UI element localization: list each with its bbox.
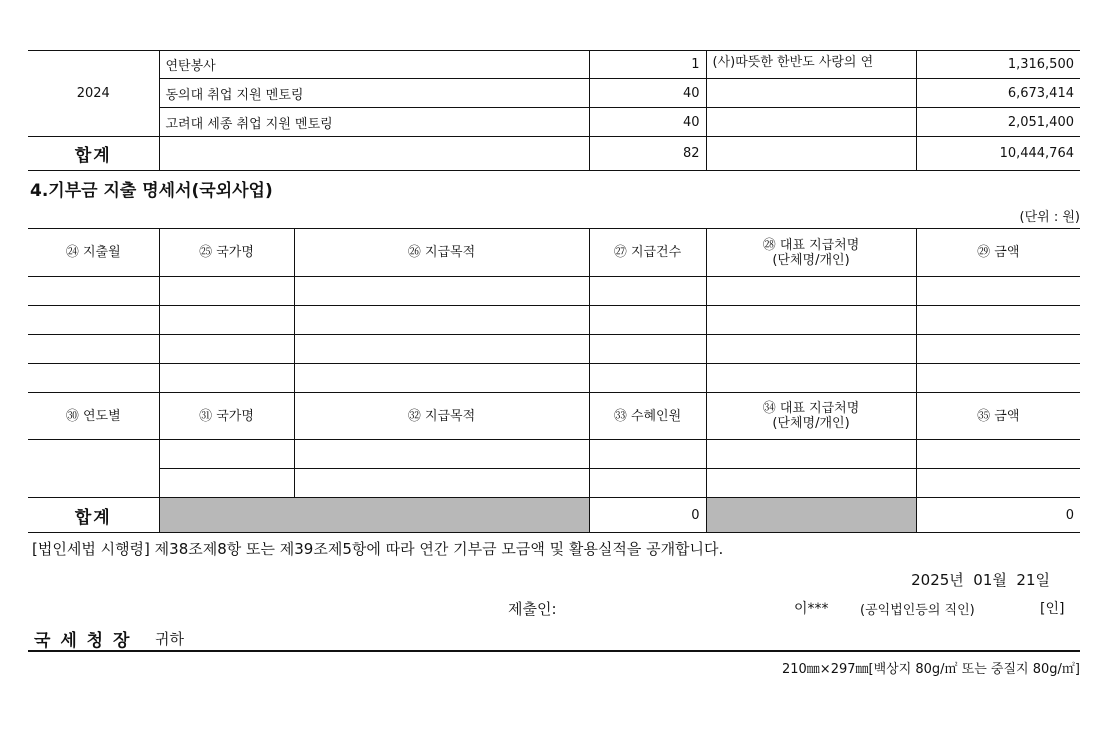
header-month: ㉔ 지출월 bbox=[28, 229, 159, 277]
recipient-cell bbox=[706, 79, 916, 108]
year-cell: 2024 bbox=[28, 51, 159, 137]
table-row bbox=[28, 469, 1080, 498]
amount-cell: 1,316,500 bbox=[916, 51, 1080, 79]
table-row bbox=[28, 306, 1080, 335]
table-row bbox=[28, 108, 1080, 137]
header-recipient-line1: ㉞ 대표 지급처명 bbox=[762, 401, 860, 416]
recipient-cell bbox=[706, 108, 916, 137]
header-recipient-line2: (단체명/개인) bbox=[772, 252, 850, 268]
count-cell: 40 bbox=[589, 79, 706, 108]
submitter-name: 이*** bbox=[794, 601, 829, 617]
submission-date: 2025년 01월 21일 bbox=[911, 571, 1050, 589]
header-recipient bbox=[706, 393, 916, 440]
header-country: ㉛ 국가명 bbox=[159, 393, 294, 440]
total-label: 합계 bbox=[28, 137, 159, 171]
header-beneficiaries: ㉝ 수혜인원 bbox=[589, 393, 706, 440]
unit-label: (단위 : 원) bbox=[1019, 210, 1080, 225]
honorific: 귀하 bbox=[155, 630, 184, 648]
header-amount: ㉙ 금액 bbox=[916, 229, 1080, 277]
header-count: ㉗ 지급건수 bbox=[589, 229, 706, 277]
header-row bbox=[28, 229, 1080, 277]
project-name: 고려대 세종 취업 지원 멘토링 bbox=[159, 108, 589, 137]
shaded-cell bbox=[159, 498, 589, 533]
empty-cell bbox=[706, 137, 916, 171]
amount-cell: 2,051,400 bbox=[916, 108, 1080, 137]
table-row bbox=[28, 364, 1080, 393]
header-recipient-line1: ㉘ 대표 지급처명 bbox=[762, 237, 860, 253]
submitter-role: (공익법인등의 직인) bbox=[860, 603, 975, 618]
header-country: ㉕ 국가명 bbox=[159, 229, 294, 277]
table-row bbox=[28, 51, 1080, 79]
header-purpose: ㉖ 지급목적 bbox=[294, 229, 589, 277]
header-recipient bbox=[706, 229, 916, 277]
table-row bbox=[28, 440, 1080, 469]
paper-size-note: 210㎜×297㎜[백상지 80g/㎡ 또는 중질지 80g/㎡] bbox=[781, 662, 1080, 677]
count-cell: 1 bbox=[589, 51, 706, 79]
seal-mark: [인] bbox=[1040, 601, 1065, 617]
count-cell: 40 bbox=[589, 108, 706, 137]
total-label: 합계 bbox=[28, 498, 159, 533]
footer-divider bbox=[28, 650, 1080, 652]
empty-cell bbox=[159, 137, 589, 171]
domestic-summary-table bbox=[28, 50, 1080, 171]
section-title: 4.기부금 지출 명세서(국외사업) bbox=[30, 181, 273, 201]
header-row bbox=[28, 393, 1080, 440]
table-row bbox=[28, 79, 1080, 108]
amount-cell: 6,673,414 bbox=[916, 79, 1080, 108]
total-row bbox=[28, 137, 1080, 171]
recipient-cell: (사)따뜻한 한반도 사랑의 연 bbox=[706, 51, 916, 79]
overseas-expenditure-table bbox=[28, 228, 1080, 533]
submitter-label: 제출인: bbox=[508, 600, 557, 618]
table-row bbox=[28, 277, 1080, 306]
addressee: 국 세 청 장 bbox=[34, 631, 132, 651]
project-name: 동의대 취업 지원 멘토링 bbox=[159, 79, 589, 108]
table-row bbox=[28, 335, 1080, 364]
header-amount: ㉟ 금액 bbox=[916, 393, 1080, 440]
total-row bbox=[28, 498, 1080, 533]
project-name: 연탄봉사 bbox=[159, 51, 589, 79]
total-count: 82 bbox=[589, 137, 706, 171]
shaded-cell bbox=[706, 498, 916, 533]
header-purpose: ㉜ 지급목적 bbox=[294, 393, 589, 440]
disclosure-statement: [법인세법 시행령] 제38조제8항 또는 제39조제5항에 따라 연간 기부금 모금액 및 활용실적을 공개합니다. bbox=[32, 540, 724, 558]
header-year: ㉚ 연도별 bbox=[28, 393, 159, 440]
header-recipient-line2: (단체명/개인) bbox=[772, 416, 850, 431]
total-amount: 10,444,764 bbox=[916, 137, 1080, 171]
total-count: 0 bbox=[589, 498, 706, 533]
total-amount: 0 bbox=[916, 498, 1080, 533]
